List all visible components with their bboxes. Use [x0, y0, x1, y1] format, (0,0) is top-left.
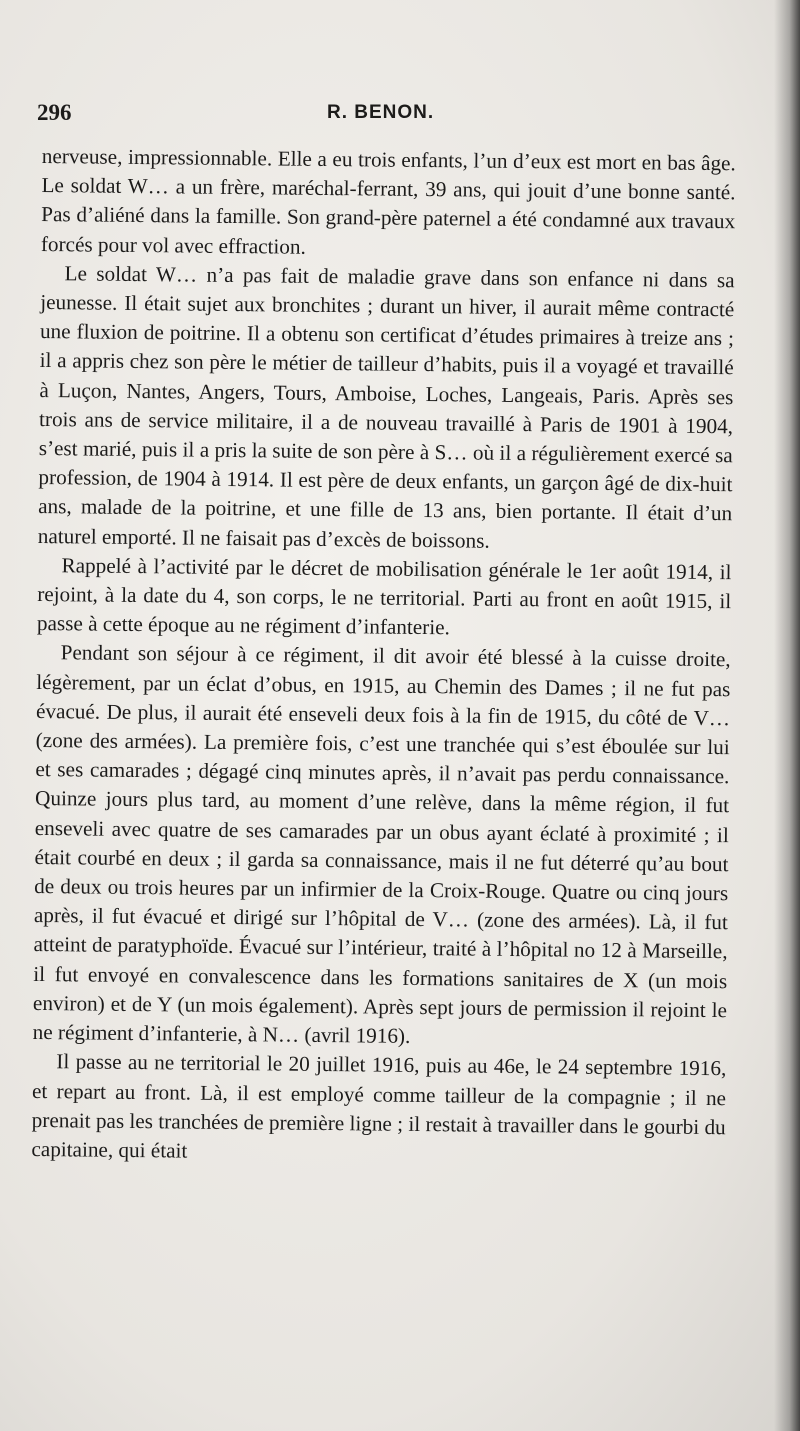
- paragraph: Rappelé à l’activité par le décret de mobilisation générale le 1er août 1914, il rejoint, à la date du 4, son corps, le ne territorial. Parti au front en août 1915, il passe à cette époque au ne régiment d’infanterie.: [36, 553, 732, 640]
- paragraph: Pendant son séjour à ce régiment, il dit avoir été blessé à la cuisse droite, légèrement, par un éclat d’obus, en 1915, au Chemin des Dames ; il ne fut pas évacué. De plus, il aurait été enseveli deux fois à la fin de 1915, du côté de V… (zone des armées). La première fois, c’est une tranchée qui s’est éboulée sur lui et ses camarades ; dégagé cinq minutes après, il n’avait pas perdu connaissance. Quinze jours plus tard, au moment d’une relève, dans la même région, il fut enseveli avec quatre de ses camarades par un obus ayant éclaté à proximité ; il était courbé en deux ; il garda sa connaissance, mais il ne fut déterré qu’au bout de deux ou trois heures par un infirmier de la Croix-Rouge. Quatre ou cinq jours après, il fut évacué et dirigé sur l’hôpital de V… (zone des armées). Là, il fut atteint de paratyphoïde. Évacué sur l’intérieur, traité à l’hôpital no 12 à Marseille, il fut envoyé en convalescence dans les formations sanitaires de X (un mois environ) et de Y (un mois également). Après sept jours de permission il rejoint le ne régiment d’infanterie, à N… (avril 1916).: [32, 640, 731, 1048]
- page-edge-shadow: [774, 0, 800, 1431]
- running-head: R. BENON.: [327, 102, 435, 123]
- page-header: [37, 100, 727, 134]
- body-text: [31, 142, 736, 1171]
- paragraph: nerveuse, impressionnable. Elle a eu trois enfants, l’un d’eux est mort en bas âge. Le soldat W… a un frère, maréchal-ferrant, 39 ans, qui jouit d’une bonne santé. Pas d’aliéné dans la famille. Son grand-père paternel a été condamné aux travaux forcés pour vol avec effraction.: [40, 143, 736, 259]
- paragraph: Le soldat W… n’a pas fait de maladie grave dans son enfance ni dans sa jeunesse. Il était sujet aux bronchites ; durant un hiver, il aurait même contracté une fluxion de poitrine. Il a obtenu son certificat d’études primaires à treize ans ; il a appris chez son père le métier de tailleur d’habits, puis il a voyagé et travaillé à Luçon, Nantes, Angers, Tours, Amboise, Loches, Langeais, Paris. Après ses trois ans de service militaire, il a de nouveau travaillé à Paris de 1901 à 1904, s’est marié, puis il a pris la suite de son père à S… où il a régulièrement exercé sa profession, de 1904 à 1914. Il est père de deux enfants, un garçon âgé de dix-huit ans, malade de la poitrine, et une fille de 13 ans, bien portante. Il était d’un naturel emporté. Il ne faisait pas d’excès de boissons.: [37, 261, 735, 553]
- paragraph: Il passe au ne territorial le 20 juillet 1916, puis au 46e, le 24 septembre 1916, et repart au front. Là, il est employé comme tailleur de la compagnie ; il ne prenait pas les tranchées de première ligne ; il restait à travailler dans le gourbi du capitaine, qui était: [31, 1049, 727, 1163]
- page-number: 296: [37, 100, 72, 125]
